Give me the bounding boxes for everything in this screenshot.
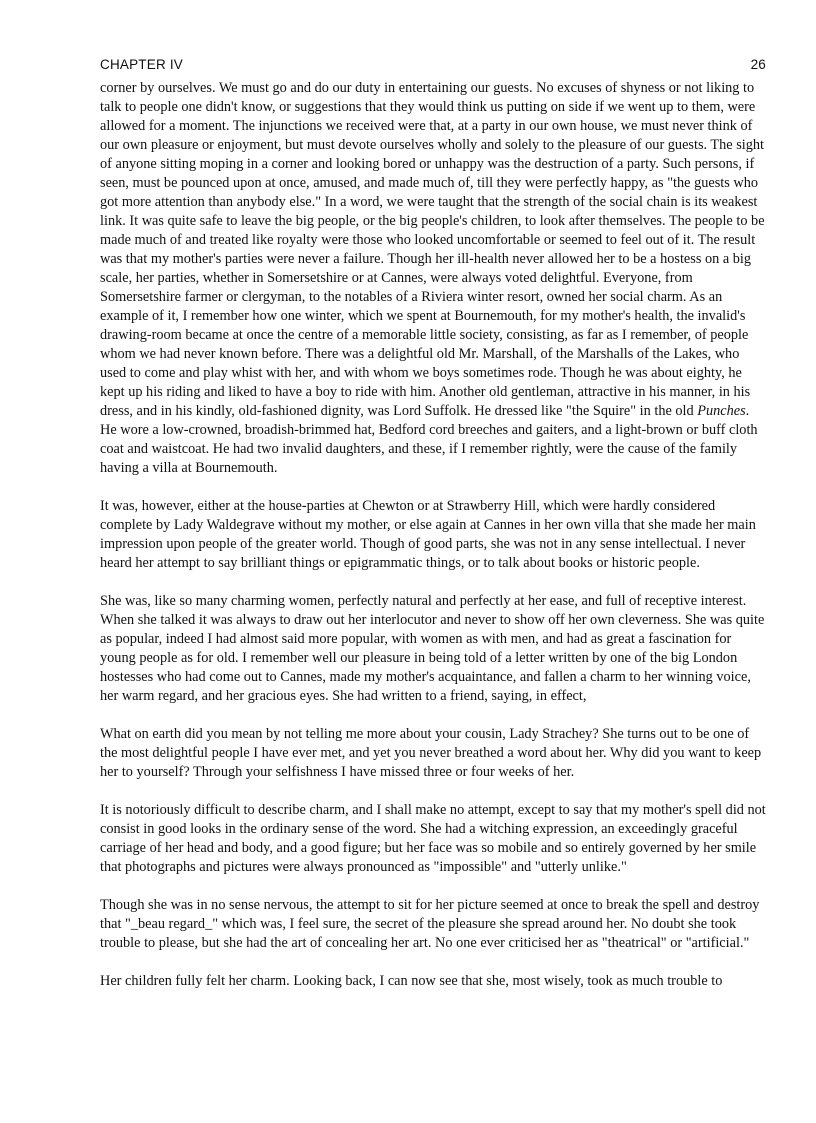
paragraph-text: corner by ourselves. We must go and do our duty in entertaining our guests. No excuses of shyness or not liking to talk to people one didn't know, or suggestions that they would think us putting on side if we went up to them, were allowed for a moment. The injunctions we received were that, at a party in our own house, we must never think of our own pleasure or enjoyment, but must devote ourselves wholly and solely to the pleasure of our guests. The sight of anyone sitting moping in a corner and looking bored or unhappy was the destruction of a party. Such persons, if seen, must be pounced upon at once, amused, and made much of, till they were perfectly happy, as "the guests who got more attention than anybody else." In a word, we were taught that the strength of the social chain is its weakest link. It was quite safe to leave the big people, or the big people's children, to look after themselves. The people to be made much of and treated like royalty were those who looked uncomfortable or seemed to feel out of it. The result was that my mother's parties were never a failure. Though her ill-health never allowed her to be a hostess on a big scale, her parties, whether in Somersetshire or at Cannes, were always voted delightful. Everyone, from Somersetshire farmer or clergyman, to the notables of a Riviera winter resort, owned her social charm. As an example of it, I remember how one winter, which we spent at Bournemouth, for my mother's health, the invalid's drawing-room became at once the centre of a memorable little society, consisting, as far as I remember, of people whom we had never known before. There was a delightful old Mr. Marshall, of the Marshalls of the Lakes, who used to come and play whist with her, and with whom we boys sometimes rode. Though he was about eighty, he kept up his riding and liked to have a boy to ride with him. Another old gentleman, attractive in his manner, in his dress, and in his kindly, old-fashioned dignity, was Lord Suffolk. He dressed like "the Squire" in the old	[100, 80, 765, 419]
body-text	[100, 79, 766, 991]
page-number: 26	[750, 57, 766, 72]
chapter-title: CHAPTER IV	[100, 57, 184, 72]
paragraph: It is notoriously difficult to describe charm, and I shall make no attempt, except to say that my mother's spell did not consist in good looks in the ordinary sense of the word. She had a witching expression, an exceedingly graceful carriage of her head and body, and a good figure; but her face was so mobile and so entirely governed by her smile that photographs and pictures were always pronounced as "impossible" and "utterly unlike."	[100, 802, 766, 875]
quoted-letter: What on earth did you mean by not telling me more about your cousin, Lady Strachey? She turns out to be one of the most delightful people I have ever met, and yet you never breathed a word about her. Why did you want to keep her to yourself? Through your selfishness I have missed three or four weeks of her.	[100, 726, 762, 780]
paragraph: She was, like so many charming women, perfectly natural and perfectly at her ease, and full of receptive interest. When she talked it was always to draw out her interlocutor and never to show off her own cleverness. She was quite as popular, indeed I had almost said more popular, with women as with men, and had as great a fascination for young people as for old. I remember well our pleasure in being told of a letter written by one of the big London hostesses who had come out to Cannes, made my mother's acquaintance, and fallen a charm to her winning voice, her warm regard, and her gracious eyes. She had written to a friend, saying, in effect,	[100, 593, 765, 704]
paragraph	[100, 79, 766, 478]
book-title-italic: Punches	[697, 403, 746, 419]
running-header	[100, 57, 766, 75]
paragraph-text: . He wore a low-crowned, broadish-brimmed hat, Bedford cord breeches and gaiters, and a light-brown or buff cloth coat and waistcoat. He had two invalid daughters, and these, if I remember rightly, were the cause of the family having a villa at Bournemouth.	[100, 403, 758, 476]
paragraph: Though she was in no sense nervous, the attempt to sit for her picture seemed at once to break the spell and destroy that "_beau regard_" which was, I feel sure, the secret of the pleasure she spread around her. No doubt she took trouble to please, but she had the art of concealing her art. No one ever criticised her as "theatrical" or "artificial."	[100, 897, 760, 951]
paragraph: Her children fully felt her charm. Looking back, I can now see that she, most wisely, took as much trouble to	[100, 973, 723, 989]
paragraph: It was, however, either at the house-parties at Chewton or at Strawberry Hill, which were hardly considered complete by Lady Waldegrave without my mother, or else again at Cannes in her own villa that she made her main impression upon people of the greater world. Though of good parts, she was not in any sense intellectual. I never heard her attempt to say brilliant things or epigrammatic things, or to talk about books or historic people.	[100, 498, 756, 571]
